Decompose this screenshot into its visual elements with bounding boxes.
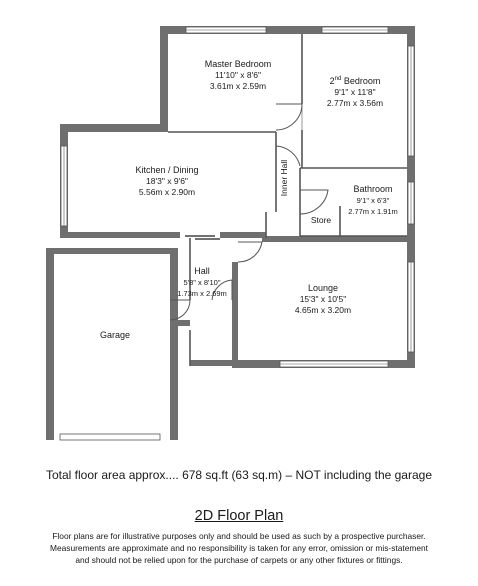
room-lounge	[268, 283, 378, 316]
room-bedroom-2	[310, 76, 400, 109]
room-dims-metric: 2.77m x 3.56m	[326, 98, 384, 108]
room-name: Master Bedroom	[204, 59, 272, 69]
room-dims-metric: 5.56m x 2.90m	[138, 187, 196, 197]
room-garage	[80, 330, 150, 341]
wall	[46, 248, 54, 440]
plan-title: 2D Floor Plan	[194, 508, 284, 524]
room-name: Bathroom	[353, 184, 393, 194]
room-dims-imperial: 18'3" x 9'6"	[146, 176, 188, 186]
room-bathroom	[340, 184, 406, 217]
room-name: Garage	[99, 330, 131, 340]
disclaimer	[4, 530, 474, 566]
room-store: Store	[310, 215, 332, 225]
garage-door	[60, 434, 160, 440]
wall	[220, 232, 266, 238]
room-dims-metric: 3.61m x 2.59m	[209, 81, 267, 91]
room-hall	[170, 266, 234, 299]
room-dims-imperial: 9'1" x 6'3"	[356, 196, 390, 205]
room-name: Hall	[194, 266, 210, 276]
wall	[170, 320, 190, 326]
room-name: 2nd Bedroom	[329, 76, 381, 86]
room-kitchen-dining	[112, 165, 222, 198]
room-dims-imperial: 5'8" x 8'10"	[183, 278, 221, 287]
room-dims-imperial: 15'3" x 10'5"	[299, 294, 347, 304]
wall	[60, 232, 180, 238]
room-inner-hall: Inner Hall	[279, 159, 289, 197]
room-dims-imperial: 11'10" x 8'6"	[215, 70, 261, 80]
room-name: Lounge	[307, 283, 339, 293]
wall	[190, 360, 238, 366]
room-dims-imperial: 9'1" x 11'8"	[334, 87, 376, 97]
disclaimer-line: Floor plans are for illustrative purposes only and should be used as such by a prospective purchaser.	[52, 531, 426, 541]
wall	[60, 124, 168, 132]
total-floor-area: Total floor area approx.... 678 sq.ft (63 sq.m) – NOT including the garage	[46, 468, 432, 482]
room-dims-metric: 1.73m x 2.69m	[177, 289, 227, 298]
room-name: Kitchen / Dining	[135, 165, 199, 175]
room-dims-metric: 4.65m x 3.20m	[294, 305, 352, 315]
wall	[160, 26, 168, 130]
disclaimer-line: and should not be relied upon for the purchase of carpets or any other fixtures or fittings.	[75, 555, 403, 565]
wall	[46, 248, 178, 254]
wall	[262, 236, 415, 242]
room-dims-metric: 2.77m x 1.91m	[348, 207, 398, 216]
disclaimer-line: Measurements are approximate and no responsibility is taken for any error, omission or mis-statement	[50, 543, 428, 553]
room-master-bedroom	[188, 59, 288, 92]
